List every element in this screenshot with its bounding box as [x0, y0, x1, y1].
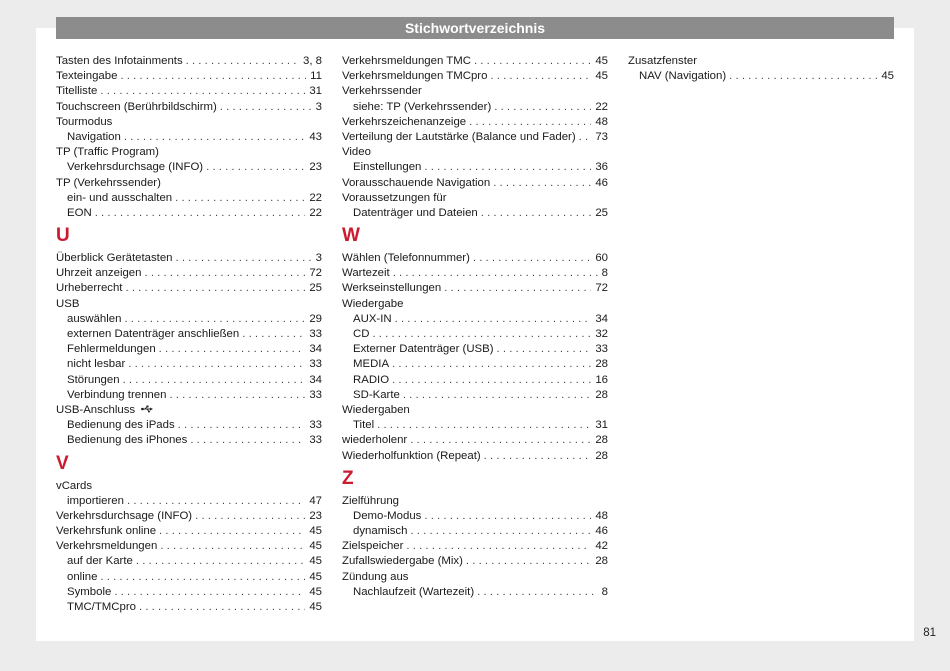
index-term: Externer Datenträger (USB)	[353, 343, 494, 356]
index-page-ref: 45	[309, 570, 322, 583]
index-term: Titelliste	[56, 85, 98, 98]
index-entry	[56, 281, 322, 296]
index-term: Video	[342, 146, 371, 159]
section-letter-v: V	[56, 452, 69, 474]
dot-leader	[95, 206, 306, 221]
dot-leader	[159, 342, 306, 357]
index-page-ref: 34	[309, 373, 322, 386]
index-page-ref: 3	[315, 252, 322, 265]
dot-leader	[175, 191, 305, 206]
index-entry	[342, 585, 608, 600]
index-page-ref: 16	[595, 373, 608, 386]
index-column-3	[628, 54, 894, 84]
index-group	[56, 54, 322, 221]
index-page-ref: 3, 8	[303, 55, 322, 67]
dot-leader	[493, 176, 591, 191]
index-entry	[56, 479, 322, 494]
index-entry	[56, 266, 322, 281]
index-entry	[56, 554, 322, 569]
dot-leader	[242, 327, 305, 342]
index-page-ref: 33	[595, 343, 608, 356]
index-term: Wiedergaben	[342, 403, 410, 416]
index-page-ref: 47	[309, 494, 322, 507]
index-term: Verkehrssender	[342, 85, 422, 98]
dot-leader	[195, 509, 305, 524]
index-entry	[342, 312, 608, 327]
index-term: nicht lesbar	[67, 358, 126, 371]
index-term: Fehlermeldungen	[67, 343, 156, 356]
index-page-ref: 48	[595, 115, 608, 128]
dot-leader	[481, 206, 592, 221]
index-entry	[342, 449, 608, 464]
dot-leader	[144, 266, 305, 281]
index-term: EON	[67, 206, 92, 219]
index-term: dynamisch	[353, 525, 408, 538]
index-term: NAV (Navigation)	[639, 70, 727, 83]
index-term: Zusatzfenster	[628, 55, 698, 67]
index-entry	[56, 509, 322, 524]
index-term: Wiedergabe	[342, 297, 404, 310]
index-group	[56, 479, 322, 616]
index-page-ref: 31	[595, 419, 608, 432]
dot-leader	[186, 54, 299, 69]
index-entry	[56, 312, 322, 327]
dot-leader	[377, 418, 591, 433]
index-page-ref: 72	[309, 267, 322, 280]
index-entry	[56, 494, 322, 509]
index-page-ref: 46	[595, 525, 608, 538]
index-term: Voraussetzungen für	[342, 191, 447, 204]
index-entry	[342, 494, 608, 509]
index-term: USB-Anschluss	[56, 403, 136, 416]
index-page-ref: 45	[595, 70, 608, 83]
index-page-ref: 22	[309, 191, 322, 204]
index-entry	[56, 600, 322, 615]
index-entry	[56, 130, 322, 145]
index-entry	[342, 145, 608, 160]
index-page-ref: 28	[595, 358, 608, 371]
index-term: Datenträger und Dateien	[353, 206, 478, 219]
index-term: Überblick Gerätetasten	[56, 252, 173, 265]
index-entry	[342, 130, 608, 145]
index-entry	[342, 554, 608, 569]
dot-leader	[100, 570, 305, 585]
index-term: wiederholenr	[342, 434, 408, 447]
index-page-ref: 43	[309, 130, 322, 143]
index-entry	[342, 69, 608, 84]
index-entry	[628, 54, 894, 69]
index-page-ref: 31	[309, 85, 322, 98]
index-term: Verkehrsfunk online	[56, 525, 157, 538]
index-term: MEDIA	[353, 358, 390, 371]
dot-leader	[169, 388, 305, 403]
dot-leader	[178, 418, 306, 433]
index-term: Nachlaufzeit (Wartezeit)	[353, 585, 475, 598]
dot-leader	[114, 585, 305, 600]
dot-leader	[444, 281, 591, 296]
dot-leader	[392, 357, 591, 372]
index-entry	[56, 84, 322, 99]
index-entry	[342, 524, 608, 539]
index-column-1	[56, 54, 322, 615]
index-entry	[342, 100, 608, 115]
index-term: Texteingabe	[56, 70, 118, 83]
index-entry	[342, 570, 608, 585]
dot-leader	[424, 160, 591, 175]
index-entry	[342, 357, 608, 372]
index-term: auswählen	[67, 312, 122, 325]
dot-leader	[120, 69, 306, 84]
index-term: TP (Traffic Program)	[56, 146, 159, 159]
dot-leader	[393, 266, 598, 281]
index-group	[628, 54, 894, 84]
index-entry	[342, 433, 608, 448]
usb-icon	[141, 403, 153, 418]
dot-leader	[395, 312, 592, 327]
index-group	[342, 54, 608, 221]
dot-leader	[579, 130, 592, 145]
index-page-ref: 28	[595, 388, 608, 401]
index-entry	[342, 266, 608, 281]
index-entry	[342, 206, 608, 221]
page-number: 81	[923, 627, 936, 639]
index-term: vCards	[56, 479, 93, 492]
index-page-ref: 34	[309, 343, 322, 356]
dot-leader	[124, 130, 306, 145]
dot-leader	[176, 251, 312, 266]
index-term: Titel	[353, 419, 375, 432]
index-page-ref: 32	[595, 328, 608, 340]
index-page-ref: 11	[310, 70, 322, 83]
index-entry	[56, 176, 322, 191]
dot-leader	[372, 327, 591, 342]
index-page-ref: 33	[309, 358, 322, 371]
dot-leader	[100, 84, 305, 99]
index-entry	[56, 191, 322, 206]
index-entry	[56, 206, 322, 221]
index-page-ref: 60	[595, 252, 608, 265]
index-group	[56, 251, 322, 448]
index-page-ref: 72	[595, 282, 608, 295]
index-term: Einstellungen	[353, 161, 422, 174]
index-term: externen Datenträger anschließen	[67, 328, 240, 340]
index-term: Verkehrszeichenanzeige	[342, 115, 467, 128]
index-term: CD	[353, 328, 370, 340]
dot-leader	[139, 600, 305, 615]
index-entry	[56, 115, 322, 130]
index-entry	[56, 327, 322, 342]
index-page-ref: 45	[309, 540, 322, 553]
dot-leader	[477, 585, 598, 600]
index-page-ref: 8	[601, 585, 608, 598]
index-term: Symbole	[67, 585, 112, 598]
index-entry	[56, 297, 322, 312]
index-page-ref: 8	[601, 267, 608, 280]
index-term: Verkehrsdurchsage (INFO)	[56, 509, 193, 522]
index-term: TMC/TMCpro	[67, 601, 136, 613]
index-page-ref: 33	[309, 419, 322, 432]
dot-leader	[497, 342, 592, 357]
index-term: Bedienung des iPhones	[67, 434, 188, 447]
index-term: importieren	[67, 494, 124, 507]
index-page-ref: 42	[595, 540, 608, 553]
section-letter-u: U	[56, 225, 70, 247]
index-term: Zufallswiedergabe (Mix)	[342, 555, 463, 568]
index-entry	[56, 524, 322, 539]
index-term: Urheberrecht	[56, 282, 123, 295]
index-entry	[342, 509, 608, 524]
index-entry	[56, 418, 322, 433]
index-page-ref: 23	[309, 509, 322, 522]
index-term: Wartezeit	[342, 267, 390, 280]
index-page-ref: 33	[309, 388, 322, 401]
index-entry	[56, 433, 322, 448]
index-page-ref: 46	[595, 176, 608, 189]
index-entry	[56, 160, 322, 175]
index-term: ein- und ausschalten	[67, 191, 173, 204]
index-term: Verkehrsmeldungen TMC	[342, 55, 471, 67]
index-term: Zielspeicher	[342, 540, 404, 553]
index-term: Wiederholfunktion (Repeat)	[342, 449, 481, 462]
dot-leader	[206, 160, 305, 175]
index-page-ref: 33	[309, 328, 322, 340]
index-page-ref: 45	[309, 555, 322, 568]
index-entry	[56, 69, 322, 84]
index-entry	[56, 388, 322, 403]
index-entry	[56, 357, 322, 372]
index-term: AUX-IN	[353, 312, 392, 325]
index-group	[342, 251, 608, 464]
index-entry	[342, 115, 608, 130]
dot-leader	[729, 69, 877, 84]
index-page-ref: 25	[595, 206, 608, 219]
index-group	[342, 494, 608, 600]
index-entry	[342, 403, 608, 418]
index-entry	[342, 251, 608, 266]
section-letter-w: W	[342, 225, 360, 247]
index-page-ref: 34	[595, 312, 608, 325]
index-entry	[342, 373, 608, 388]
index-page-ref: 29	[309, 312, 322, 325]
index-term: Bedienung des iPads	[67, 419, 175, 432]
dot-leader	[128, 357, 305, 372]
index-page-ref: 28	[595, 449, 608, 462]
index-entry	[56, 54, 322, 69]
index-entry	[56, 100, 322, 115]
index-entry	[56, 373, 322, 388]
dot-leader	[410, 524, 591, 539]
index-entry	[56, 570, 322, 585]
dot-leader	[474, 54, 591, 69]
index-page-ref: 22	[309, 206, 322, 219]
dot-leader	[125, 281, 305, 296]
index-page-ref: 28	[595, 555, 608, 568]
index-term: Zielführung	[342, 494, 399, 507]
index-term: Touchscreen (Berührbildschirm)	[56, 100, 217, 113]
index-entry	[342, 176, 608, 191]
index-entry	[342, 342, 608, 357]
index-term: SD-Karte	[353, 388, 400, 401]
index-term: Demo-Modus	[353, 509, 422, 522]
index-page-ref: 36	[595, 161, 608, 174]
index-page-ref: 3	[315, 100, 322, 113]
index-term: Verkehrsmeldungen TMCpro	[342, 70, 488, 83]
index-entry	[342, 297, 608, 312]
section-letter-z: Z	[342, 467, 354, 489]
index-page-ref: 33	[309, 434, 322, 447]
dot-leader	[484, 449, 592, 464]
index-term: Wählen (Telefonnummer)	[342, 252, 470, 265]
dot-leader	[220, 100, 312, 115]
dot-leader	[392, 373, 591, 388]
dot-leader	[466, 554, 591, 569]
dot-leader	[159, 524, 305, 539]
index-entry	[56, 342, 322, 357]
index-page-ref: 23	[309, 161, 322, 174]
index-page-ref: 25	[309, 282, 322, 295]
index-term: siehe: TP (Verkehrssender)	[353, 100, 492, 113]
index-term: RADIO	[353, 373, 390, 386]
index-entry	[342, 418, 608, 433]
index-term: Verkehrsmeldungen	[56, 540, 158, 553]
index-term: Tasten des Infotainments	[56, 55, 183, 67]
dot-leader	[469, 115, 591, 130]
dot-leader	[406, 539, 591, 554]
dot-leader	[190, 433, 305, 448]
dot-leader	[424, 509, 591, 524]
index-page-ref: 45	[309, 585, 322, 598]
index-term: online	[67, 570, 98, 583]
index-page-ref: 22	[595, 100, 608, 113]
index-page-ref: 45	[309, 601, 322, 613]
index-term: auf der Karte	[67, 555, 133, 568]
index-entry	[56, 403, 322, 418]
index-term: Verteilung der Lautstärke (Balance und Fader)	[342, 130, 576, 143]
index-term: Vorausschauende Navigation	[342, 176, 491, 189]
index-entry	[56, 145, 322, 160]
page-title: Stichwortverzeichnis	[56, 17, 894, 39]
index-page-ref: 28	[595, 434, 608, 447]
index-term: Störungen	[67, 373, 120, 386]
index-entry	[342, 84, 608, 99]
index-page-ref: 73	[595, 130, 608, 143]
dot-leader	[123, 373, 306, 388]
dot-leader	[473, 251, 591, 266]
index-term: Verkehrsdurchsage (INFO)	[67, 161, 204, 174]
index-page-ref: 48	[595, 509, 608, 522]
dot-leader	[490, 69, 591, 84]
index-term: Zündung aus	[342, 570, 409, 583]
dot-leader	[160, 539, 305, 554]
index-entry	[342, 539, 608, 554]
index-entry	[56, 539, 322, 554]
index-term: Verbindung trennen	[67, 388, 167, 401]
dot-leader	[127, 494, 305, 509]
index-entry	[342, 191, 608, 206]
index-term: Navigation	[67, 130, 121, 143]
dot-leader	[136, 554, 305, 569]
index-term: Tourmodus	[56, 115, 113, 128]
index-entry	[342, 388, 608, 403]
dot-leader	[403, 388, 591, 403]
index-term: TP (Verkehrssender)	[56, 176, 161, 189]
index-entry	[56, 251, 322, 266]
index-term: Werkseinstellungen	[342, 282, 442, 295]
dot-leader	[494, 100, 591, 115]
index-term: Uhrzeit anzeigen	[56, 267, 142, 280]
index-entry	[342, 160, 608, 175]
index-entry	[628, 69, 894, 84]
index-entry	[342, 327, 608, 342]
index-term: USB	[56, 297, 80, 310]
dot-leader	[410, 433, 591, 448]
index-entry	[56, 585, 322, 600]
index-page-ref: 45	[881, 70, 894, 83]
index-column-2	[342, 54, 608, 600]
index-page-ref: 45	[595, 55, 608, 67]
index-entry	[342, 54, 608, 69]
index-entry	[342, 281, 608, 296]
dot-leader	[124, 312, 305, 327]
index-page-ref: 45	[309, 525, 322, 538]
